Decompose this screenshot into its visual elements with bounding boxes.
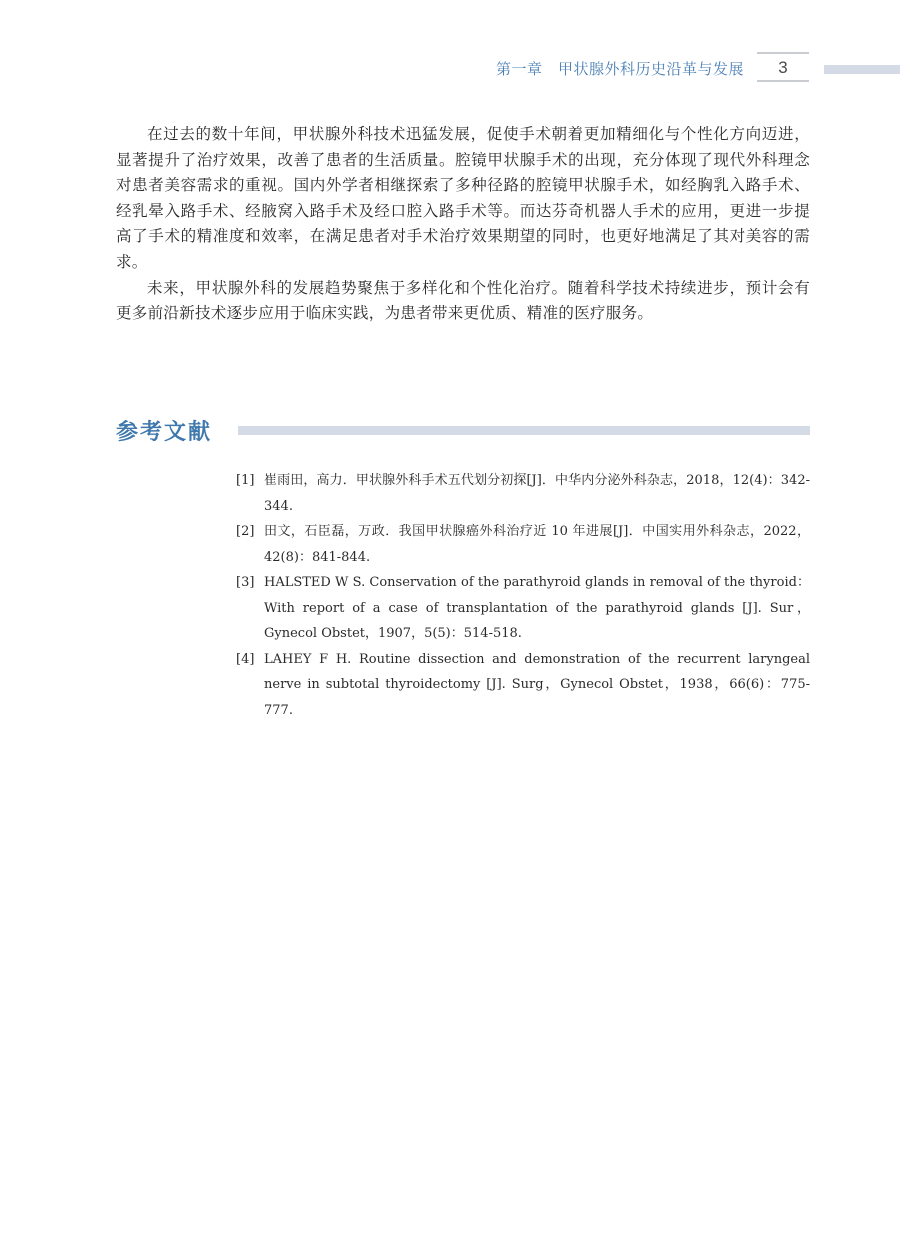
reference-item xyxy=(236,570,810,647)
body-text xyxy=(116,122,810,327)
references-heading: 参考文献 xyxy=(116,420,213,445)
page-number: 3 xyxy=(757,52,809,82)
reference-list xyxy=(236,468,810,723)
reference-text: 田文，石臣磊，万政．我国甲状腺癌外科治疗近 10 年进展[J]．中国实用外科杂志，2022，42(8)：841-844. xyxy=(264,524,810,565)
chapter-title: 第一章 甲状腺外科历史沿革与发展 xyxy=(495,60,744,78)
reference-number: [3] xyxy=(236,575,255,590)
reference-number: [4] xyxy=(236,651,255,667)
reference-text: LAHEY F H. Routine dissection and demonstration of the recurrent laryngeal nerve in subtotal thyroidectomy [J]. Surg，Gynecol Obstet，1938，66(6)：775-777. xyxy=(264,651,810,718)
reference-text: 崔雨田，高力．甲状腺外科手术五代划分初探[J]．中华内分泌外科杂志，2018，12(4)：342-344. xyxy=(264,473,810,514)
paragraph: 在过去的数十年间，甲状腺外科技术迅猛发展，促使手术朝着更加精细化与个性化方向迈进，显著提升了治疗效果，改善了患者的生活质量。腔镜甲状腺手术的出现，充分体现了现代外科理念对患者美容需求的重视。国内外学者相继探索了多种径路的腔镜甲状腺手术，如经胸乳入路手术、经乳晕入路手术、经腋窝入路手术及经口腔入路手术等。而达芬奇机器人手术的应用，更进一步提高了手术的精准度和效率，在满足患者对手术治疗效果期望的同时，也更好地满足了其对美容的需求。 xyxy=(116,125,810,271)
header-accent-bar xyxy=(824,65,900,74)
reference-item xyxy=(236,519,810,570)
reference-text: HALSTED W S. Conservation of the parathyroid glands in removal of the thyroid：With report of a case of transplantation of the parathyroid glands [J]. Sur，Gynecol Obstet，1907，5(5)：514-518. xyxy=(264,575,810,641)
references-heading-bar xyxy=(238,426,810,435)
reference-number: [1] xyxy=(236,473,255,488)
reference-item xyxy=(236,647,810,724)
reference-number: [2] xyxy=(236,524,255,539)
reference-item xyxy=(236,468,810,519)
paragraph: 未来，甲状腺外科的发展趋势聚焦于多样化和个性化治疗。随着科学技术持续进步，预计会有更多前沿新技术逐步应用于临床实践，为患者带来更优质、精准的医疗服务。 xyxy=(116,278,810,323)
